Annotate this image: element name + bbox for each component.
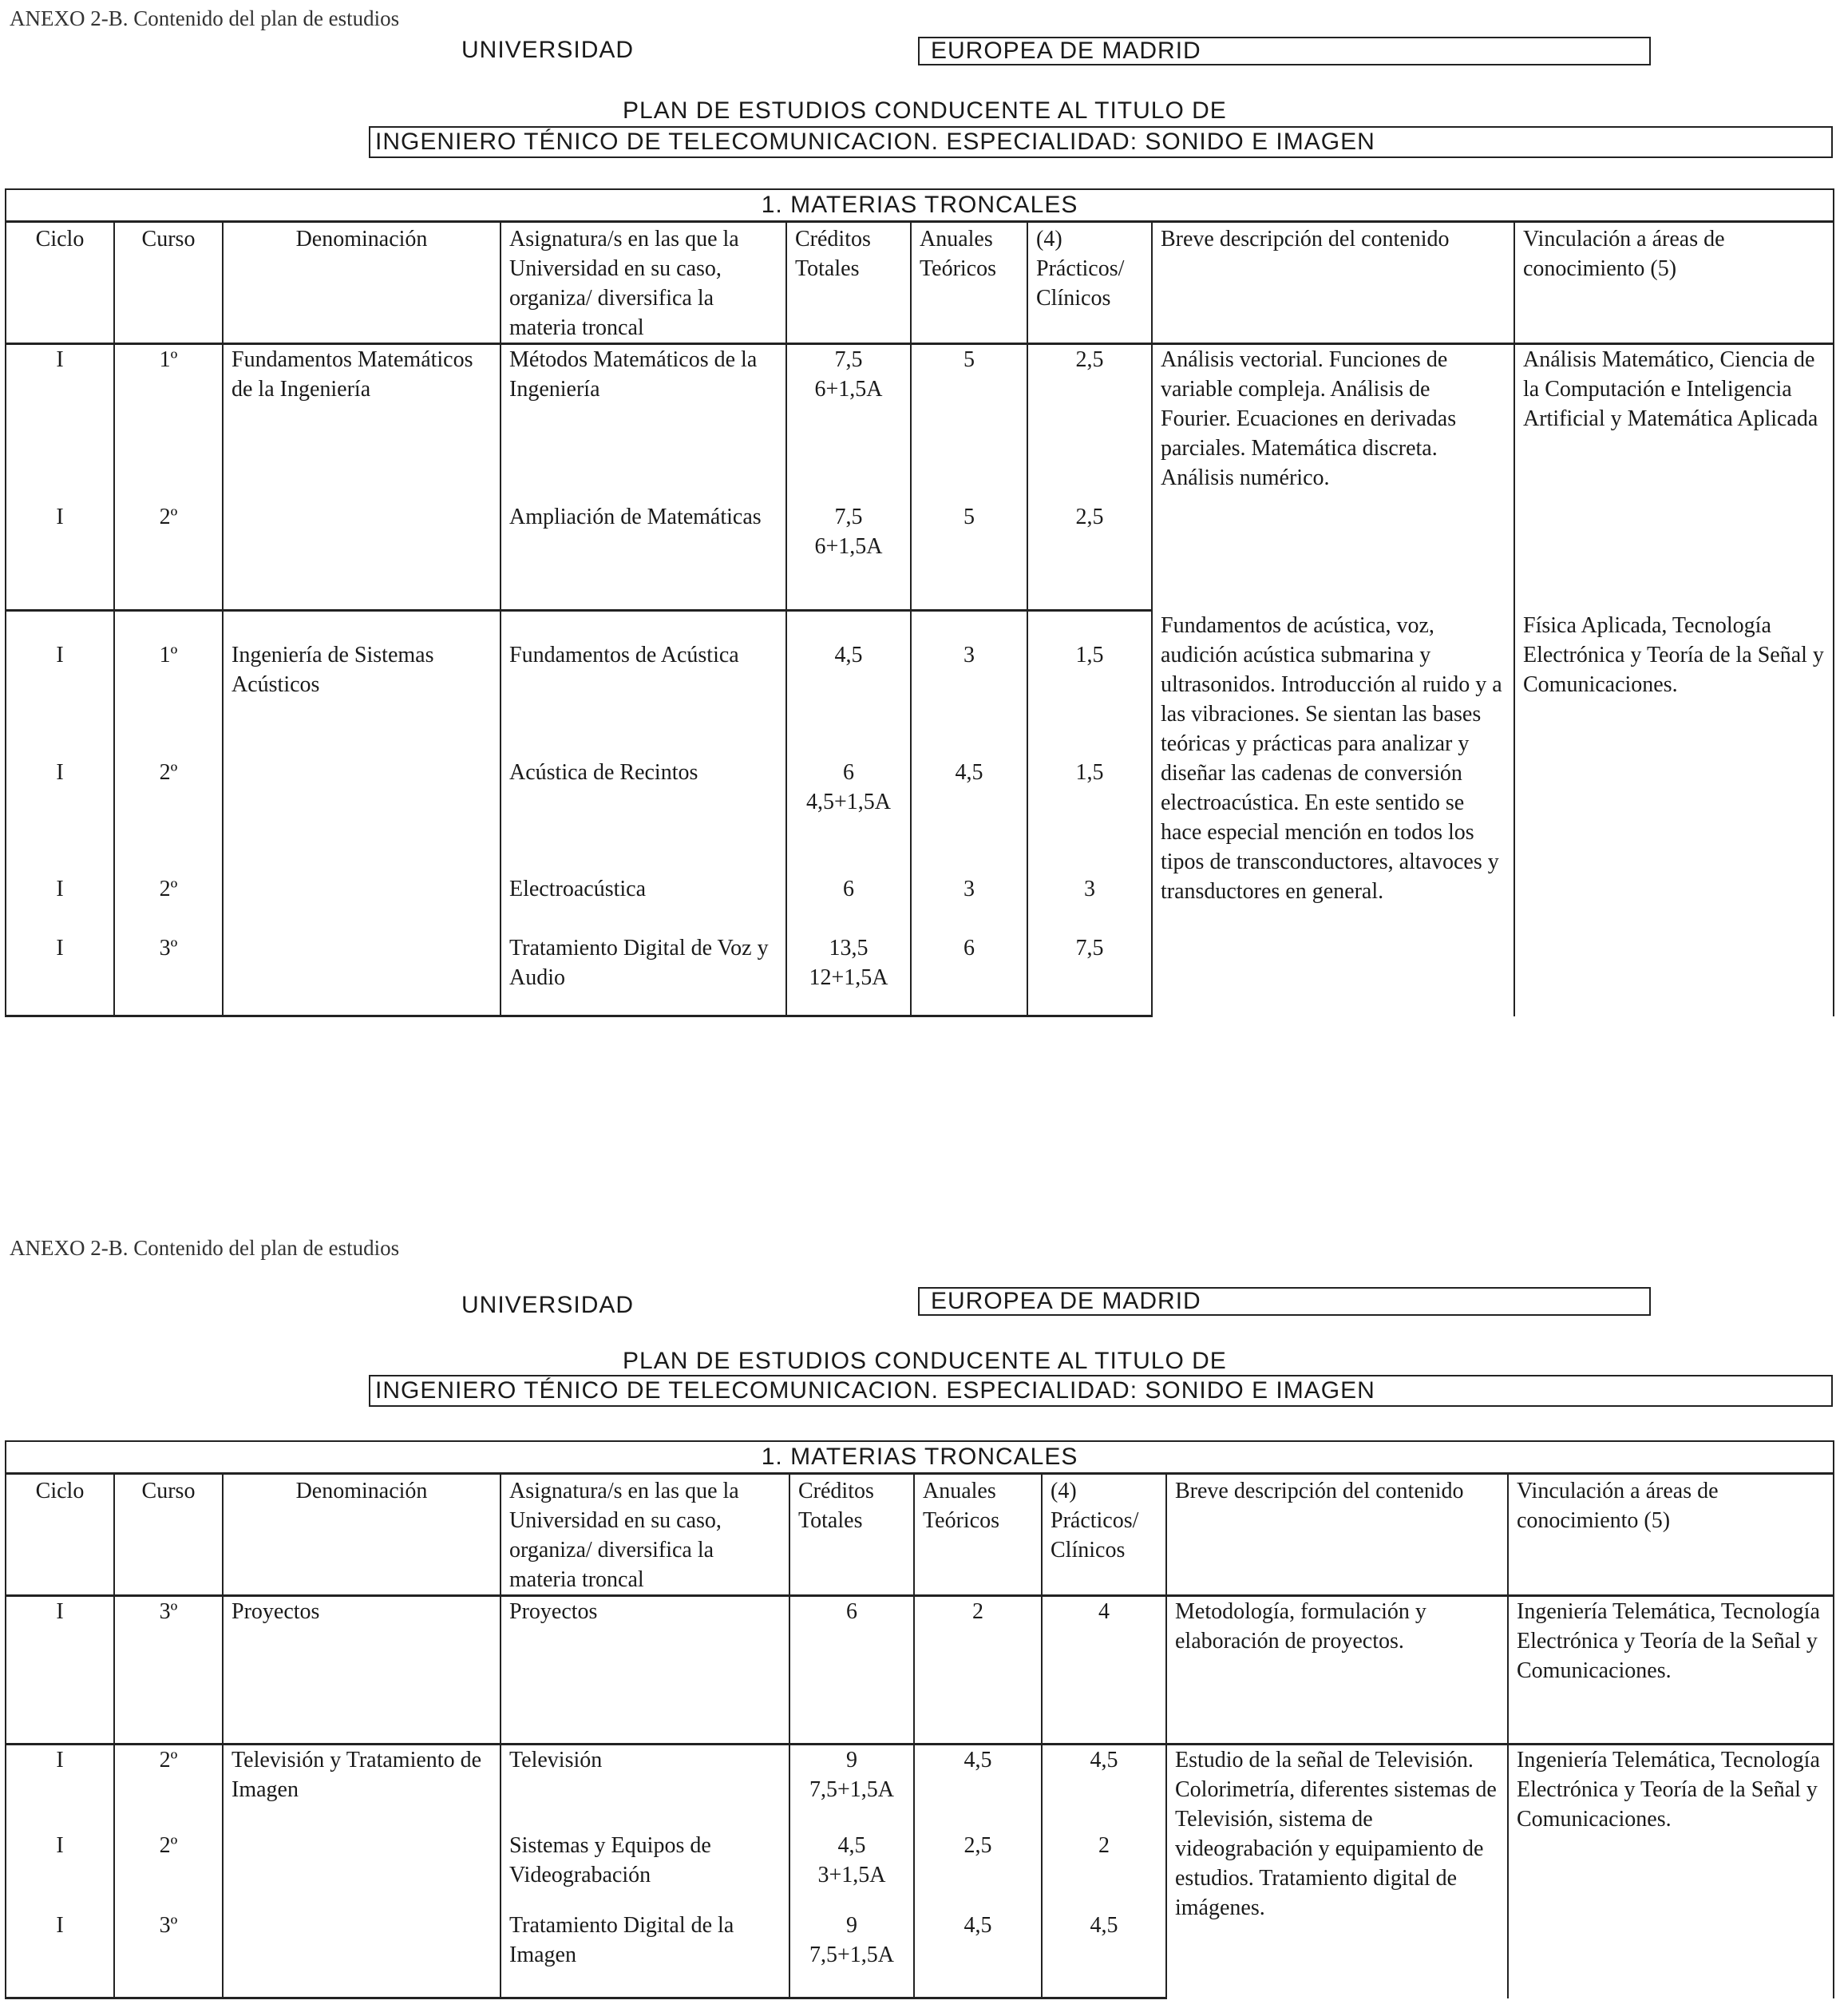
degree-title-box: INGENIERO TÉNICO DE TELECOMUNICACION. ESPECIALIDAD: SONIDO E IMAGEN bbox=[369, 1375, 1833, 1407]
creditos-total: 7,5 bbox=[834, 347, 863, 372]
cell-ciclo: I bbox=[6, 1911, 114, 1998]
creditos-total: 6 bbox=[843, 759, 854, 785]
cell-practicos: 2 bbox=[1042, 1831, 1166, 1911]
troncales-table bbox=[5, 188, 1834, 1017]
cell-curso: 2º bbox=[114, 502, 223, 611]
header-practicos: (4) Prácticos/ Clínicos bbox=[1027, 222, 1152, 344]
cell-ciclo: I bbox=[6, 933, 114, 1016]
cell-ciclo: I bbox=[6, 344, 114, 502]
cell-curso: 2º bbox=[114, 874, 223, 933]
header-creditos: Créditos Totales bbox=[786, 222, 911, 344]
cell-vinculacion: Física Aplicada, Tecnología Electrónica y Teoría de la Señal y Comunicaciones. bbox=[1514, 611, 1834, 1016]
cell-ciclo: I bbox=[6, 1596, 114, 1745]
cell-vinculacion: Análisis Matemático, Ciencia de la Computación e Inteligencia Artificial y Matemática Aplicada bbox=[1514, 344, 1834, 611]
cell-practicos: 4,5 bbox=[1042, 1745, 1166, 1831]
cell-denominacion bbox=[223, 874, 501, 933]
cell-denominacion: Ingeniería de Sistemas Acústicos bbox=[223, 611, 501, 758]
cell-creditos bbox=[786, 611, 911, 758]
annex-label: ANEXO 2-B. Contenido del plan de estudios bbox=[10, 6, 400, 30]
cell-denominacion bbox=[223, 758, 501, 874]
creditos-detalle: 12+1,5A bbox=[809, 964, 888, 990]
creditos-total: 6 bbox=[843, 876, 854, 901]
troncales-table bbox=[5, 1440, 1834, 1999]
table-row bbox=[6, 1596, 1834, 1745]
table-row bbox=[6, 1745, 1834, 1831]
cell-asignatura: Sistemas y Equipos de Videograbación bbox=[501, 1831, 789, 1911]
creditos-total: 13,5 bbox=[829, 935, 869, 960]
cell-denominacion bbox=[223, 933, 501, 1016]
cell-teoricos: 4,5 bbox=[914, 1745, 1042, 1831]
header-denominacion: Denominación bbox=[223, 1474, 501, 1596]
cell-teoricos: 2 bbox=[914, 1596, 1042, 1745]
cell-asignatura: Métodos Matemáticos de la Ingeniería bbox=[501, 344, 786, 502]
creditos-detalle: 4,5+1,5A bbox=[805, 789, 891, 814]
cell-denominacion bbox=[223, 502, 501, 611]
university-name-box: EUROPEA DE MADRID bbox=[918, 1287, 1651, 1316]
creditos-detalle: 3+1,5A bbox=[817, 1862, 886, 1887]
university-label: UNIVERSIDAD bbox=[461, 37, 635, 63]
header-anuales: Anuales Teóricos bbox=[914, 1474, 1042, 1596]
cell-teoricos: 4,5 bbox=[911, 758, 1027, 874]
header-creditos: Créditos Totales bbox=[789, 1474, 914, 1596]
creditos-detalle: 7,5+1,5A bbox=[809, 1942, 894, 1967]
creditos-detalle: 6+1,5A bbox=[814, 377, 883, 402]
cell-practicos: 1,5 bbox=[1027, 758, 1152, 874]
cell-curso: 1º bbox=[114, 344, 223, 502]
cell-descripcion: Fundamentos de acústica, voz, audición acústica submarina y ultrasonidos. Introducción al ruido y a las vibraciones. Se sientan las bases teóricas y prácticas para analizar y diseñar las cadenas de conversión electroacústica. En este sentido se hace especial mención en todos los tipos de transconductores, altavoces y transductores en general. bbox=[1152, 611, 1514, 1016]
section-title: 1. MATERIAS TRONCALES bbox=[6, 1441, 1834, 1474]
cell-teoricos: 5 bbox=[911, 344, 1027, 502]
creditos-total: 7,5 bbox=[834, 504, 863, 529]
header-asignaturas: Asignatura/s en las que la Universidad en su caso, organiza/ diversifica la materia troncal bbox=[501, 222, 786, 344]
header-curso: Curso bbox=[114, 1474, 223, 1596]
cell-creditos bbox=[786, 344, 911, 502]
cell-curso: 2º bbox=[114, 758, 223, 874]
cell-curso: 2º bbox=[114, 1831, 223, 1911]
cell-asignatura: Electroacústica bbox=[501, 874, 786, 933]
header-vinculacion: Vinculación a áreas de conocimiento (5) bbox=[1514, 222, 1834, 344]
cell-ciclo: I bbox=[6, 611, 114, 758]
cell-asignatura: Acústica de Recintos bbox=[501, 758, 786, 874]
header-curso: Curso bbox=[114, 222, 223, 344]
university-label: UNIVERSIDAD bbox=[461, 1292, 635, 1318]
header-practicos: (4) Prácticos/ Clínicos bbox=[1042, 1474, 1166, 1596]
cell-denominacion bbox=[223, 1831, 501, 1911]
creditos-total: 6 bbox=[846, 1599, 857, 1624]
header-anuales: Anuales Teóricos bbox=[911, 222, 1027, 344]
header-vinculacion: Vinculación a áreas de conocimiento (5) bbox=[1508, 1474, 1834, 1596]
cell-denominacion bbox=[223, 1911, 501, 1998]
university-name-box: EUROPEA DE MADRID bbox=[918, 37, 1651, 65]
cell-denominacion: Fundamentos Matemáticos de la Ingeniería bbox=[223, 344, 501, 502]
cell-practicos: 1,5 bbox=[1027, 611, 1152, 758]
header-ciclo: Ciclo bbox=[6, 222, 114, 344]
creditos-detalle: 6+1,5A bbox=[814, 533, 883, 559]
cell-practicos: 7,5 bbox=[1027, 933, 1152, 1016]
table-row bbox=[6, 611, 1834, 758]
cell-teoricos: 6 bbox=[911, 933, 1027, 1016]
cell-ciclo: I bbox=[6, 1745, 114, 1831]
cell-descripcion: Metodología, formulación y elaboración de proyectos. bbox=[1166, 1596, 1508, 1745]
creditos-total: 4,5 bbox=[834, 643, 863, 667]
table-row bbox=[6, 344, 1834, 502]
cell-teoricos: 2,5 bbox=[914, 1831, 1042, 1911]
header-asignaturas: Asignatura/s en las que la Universidad en su caso, organiza/ diversifica la materia troncal bbox=[501, 1474, 789, 1596]
cell-denominacion: Televisión y Tratamiento de Imagen bbox=[223, 1745, 501, 1831]
cell-practicos: 2,5 bbox=[1027, 502, 1152, 611]
cell-ciclo: I bbox=[6, 502, 114, 611]
header-descripcion: Breve descripción del contenido bbox=[1166, 1474, 1508, 1596]
cell-curso: 1º bbox=[114, 611, 223, 758]
cell-ciclo: I bbox=[6, 758, 114, 874]
header-ciclo: Ciclo bbox=[6, 1474, 114, 1596]
cell-asignatura: Tratamiento Digital de la Imagen bbox=[501, 1911, 789, 1998]
cell-asignatura: Proyectos bbox=[501, 1596, 789, 1745]
header-denominacion: Denominación bbox=[223, 222, 501, 344]
header-descripcion: Breve descripción del contenido bbox=[1152, 222, 1514, 344]
cell-asignatura: Fundamentos de Acústica bbox=[501, 611, 786, 758]
cell-creditos bbox=[789, 1596, 914, 1745]
cell-creditos bbox=[786, 502, 911, 611]
cell-creditos bbox=[789, 1831, 914, 1911]
creditos-total: 4,5 bbox=[837, 1832, 866, 1858]
cell-ciclo: I bbox=[6, 874, 114, 933]
degree-title-box: INGENIERO TÉNICO DE TELECOMUNICACION. ESPECIALIDAD: SONIDO E IMAGEN bbox=[369, 126, 1833, 158]
cell-vinculacion: Ingeniería Telemática, Tecnología Electrónica y Teoría de la Señal y Comunicaciones. bbox=[1508, 1596, 1834, 1745]
cell-descripcion: Análisis vectorial. Funciones de variable compleja. Análisis de Fourier. Ecuaciones en derivadas parciales. Matemática discreta. Análisis numérico. bbox=[1152, 344, 1514, 611]
cell-creditos bbox=[789, 1745, 914, 1831]
cell-asignatura: Televisión bbox=[501, 1745, 789, 1831]
cell-teoricos: 3 bbox=[911, 611, 1027, 758]
cell-creditos bbox=[786, 933, 911, 1016]
cell-curso: 3º bbox=[114, 1911, 223, 1998]
cell-creditos bbox=[786, 874, 911, 933]
cell-asignatura: Tratamiento Digital de Voz y Audio bbox=[501, 933, 786, 1016]
cell-curso: 3º bbox=[114, 1596, 223, 1745]
creditos-total: 9 bbox=[846, 1912, 857, 1938]
cell-curso: 3º bbox=[114, 933, 223, 1016]
cell-asignatura: Ampliación de Matemáticas bbox=[501, 502, 786, 611]
cell-practicos: 3 bbox=[1027, 874, 1152, 933]
annex-label: ANEXO 2-B. Contenido del plan de estudios bbox=[10, 1236, 400, 1260]
cell-practicos: 4,5 bbox=[1042, 1911, 1166, 1998]
cell-creditos bbox=[789, 1911, 914, 1998]
cell-practicos: 2,5 bbox=[1027, 344, 1152, 502]
cell-denominacion: Proyectos bbox=[223, 1596, 501, 1745]
cell-teoricos: 5 bbox=[911, 502, 1027, 611]
plan-title: PLAN DE ESTUDIOS CONDUCENTE AL TITULO DE bbox=[623, 1348, 1227, 1374]
cell-ciclo: I bbox=[6, 1831, 114, 1911]
cell-teoricos: 4,5 bbox=[914, 1911, 1042, 1998]
cell-teoricos: 3 bbox=[911, 874, 1027, 933]
cell-practicos: 4 bbox=[1042, 1596, 1166, 1745]
cell-curso: 2º bbox=[114, 1745, 223, 1831]
cell-vinculacion: Ingeniería Telemática, Tecnología Electrónica y Teoría de la Señal y Comunicaciones. bbox=[1508, 1745, 1834, 1998]
creditos-total: 9 bbox=[846, 1748, 857, 1772]
cell-creditos bbox=[786, 758, 911, 874]
section-title: 1. MATERIAS TRONCALES bbox=[6, 189, 1834, 222]
creditos-detalle: 7,5+1,5A bbox=[809, 1777, 894, 1802]
cell-descripcion: Estudio de la señal de Televisión. Colorimetría, diferentes sistemas de Televisión, sistema de videograbación y equipamiento de estudios. Tratamiento digital de imágenes. bbox=[1166, 1745, 1508, 1998]
plan-title: PLAN DE ESTUDIOS CONDUCENTE AL TITULO DE bbox=[623, 97, 1227, 124]
